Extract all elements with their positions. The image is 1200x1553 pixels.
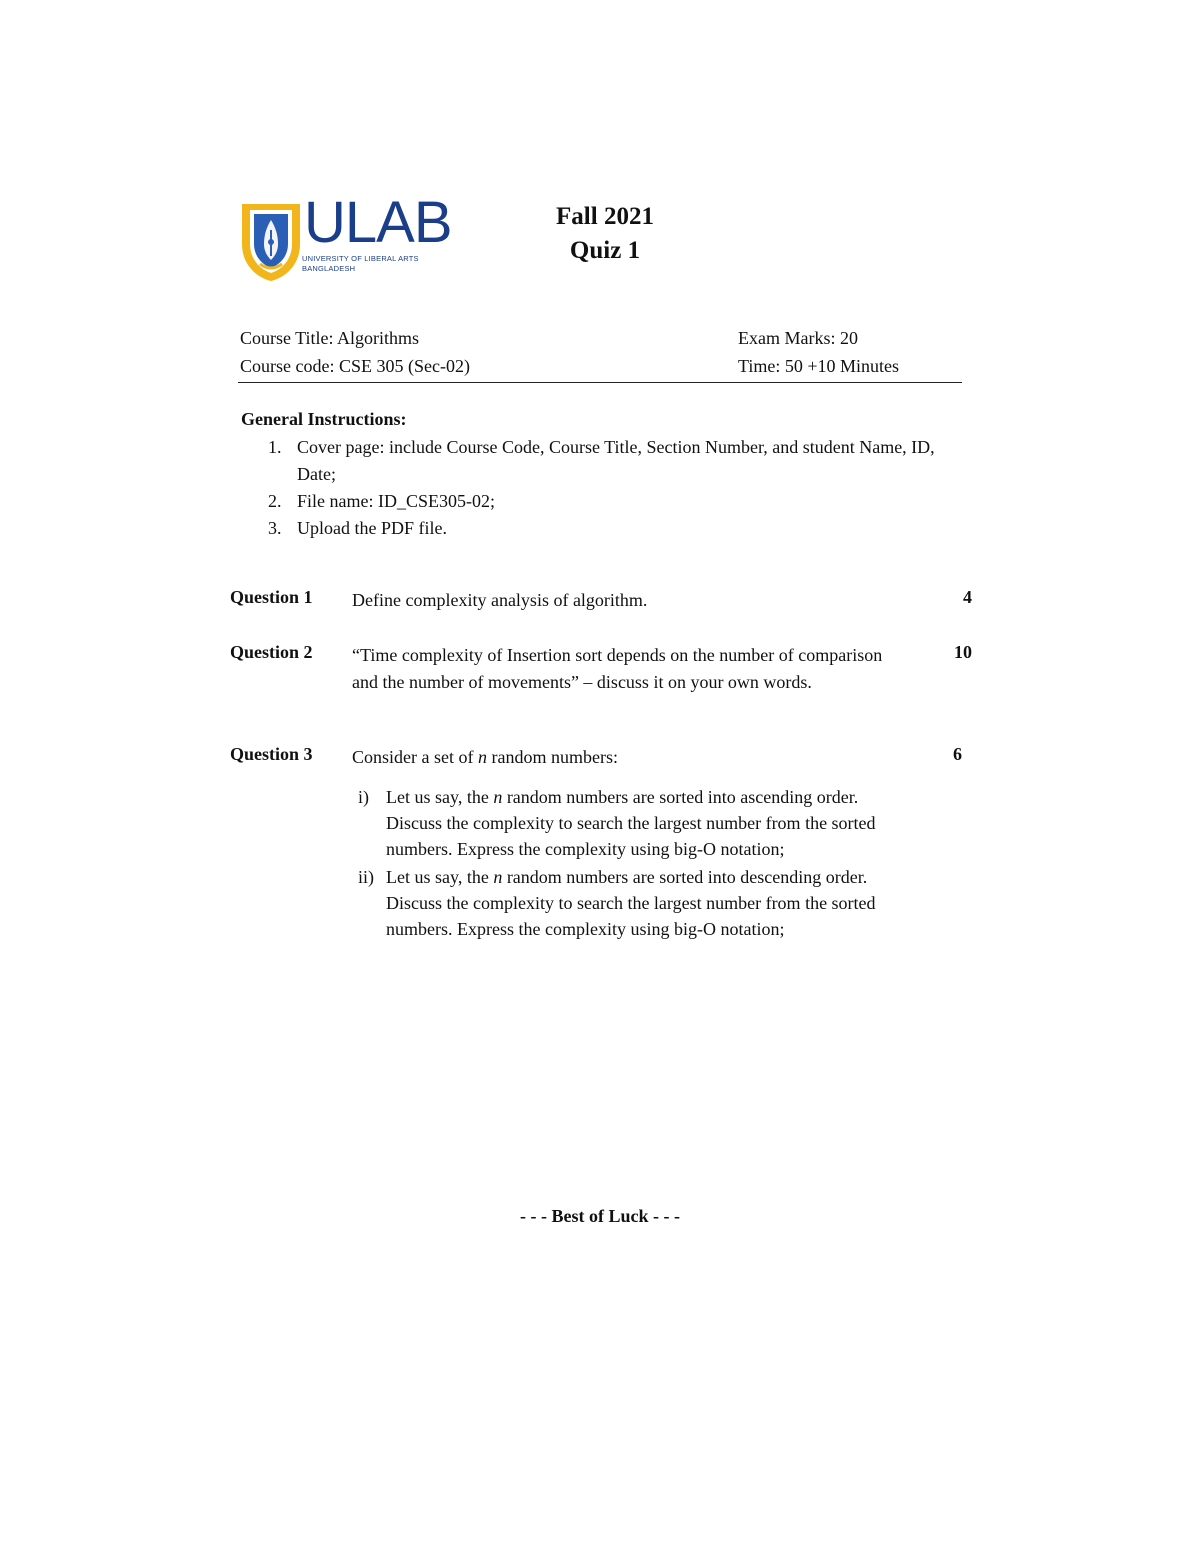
question-3-text-prefix: Consider a set of	[352, 747, 478, 767]
part-text-pre: Let us say, the	[386, 787, 494, 807]
part-number: i)	[358, 787, 369, 807]
logo-subtitle-line2: BANGLADESH	[302, 264, 356, 273]
part-text-post: random numbers are sorted into descending order. Discuss the complexity to search the largest number from the sorted numbers. Express the complexity using big-O notation;	[386, 867, 876, 939]
exam-info	[738, 324, 899, 380]
course-code: Course code: CSE 305 (Sec-02)	[240, 356, 470, 376]
exam-marks: Exam Marks: 20	[738, 328, 858, 348]
question-3-part-ii	[352, 864, 912, 942]
instruction-text: File name: ID_CSE305-02;	[297, 491, 495, 511]
question-3-part-i	[352, 784, 912, 862]
question-1-marks: 4	[963, 587, 972, 607]
exam-time: Time: 50 +10 Minutes	[738, 356, 900, 376]
exam-label: Quiz 1	[569, 237, 641, 264]
question-1-label: Question 1	[230, 587, 313, 607]
university-crest-icon	[240, 200, 302, 282]
part-text-pre: Let us say, the	[386, 867, 494, 887]
instructions-heading: General Instructions:	[241, 409, 407, 429]
instruction-text: Upload the PDF file.	[297, 518, 447, 538]
question-2-marks: 10	[954, 642, 972, 662]
instructions-list	[268, 434, 968, 542]
semester-label: Fall 2021	[556, 203, 654, 230]
question-3-label: Question 3	[230, 744, 313, 764]
logo-wordmark: ULAB	[304, 190, 452, 255]
question-3-variable: n	[477, 747, 487, 767]
course-title: Course Title: Algorithms	[240, 328, 420, 348]
closing-note: - - - Best of Luck - - -	[520, 1206, 680, 1226]
instruction-number: 3.	[268, 518, 282, 538]
instruction-item	[268, 515, 968, 542]
part-variable: n	[493, 787, 503, 807]
logo-subtitle	[302, 254, 419, 274]
instruction-number: 2.	[268, 491, 282, 511]
instruction-item	[268, 434, 968, 488]
question-3-text	[352, 744, 912, 771]
question-3-marks: 6	[953, 744, 962, 764]
instruction-item	[268, 488, 968, 515]
instruction-text: Cover page: include Course Code, Course Title, Section Number, and student Name, ID, Date;	[297, 437, 935, 484]
question-3-parts	[352, 784, 912, 944]
header-divider	[238, 382, 962, 383]
question-3-text-suffix: random numbers:	[486, 747, 618, 767]
part-number: ii)	[358, 867, 374, 887]
course-info	[240, 324, 470, 380]
exam-title	[520, 200, 690, 268]
ulab-logo	[240, 190, 452, 282]
logo-subtitle-line1: UNIVERSITY OF LIBERAL ARTS	[302, 254, 419, 263]
part-variable: n	[493, 867, 503, 887]
question-2-label: Question 2	[230, 642, 313, 662]
question-2-text: “Time complexity of Insertion sort depends on the number of comparison and the number of movements” – discuss it on your own words.	[352, 645, 883, 692]
instruction-number: 1.	[268, 437, 282, 457]
part-text-post: random numbers are sorted into ascending order. Discuss the complexity to search the largest number from the sorted numbers. Express the complexity using big-O notation;	[386, 787, 876, 859]
question-1-text: Define complexity analysis of algorithm.	[352, 590, 648, 610]
